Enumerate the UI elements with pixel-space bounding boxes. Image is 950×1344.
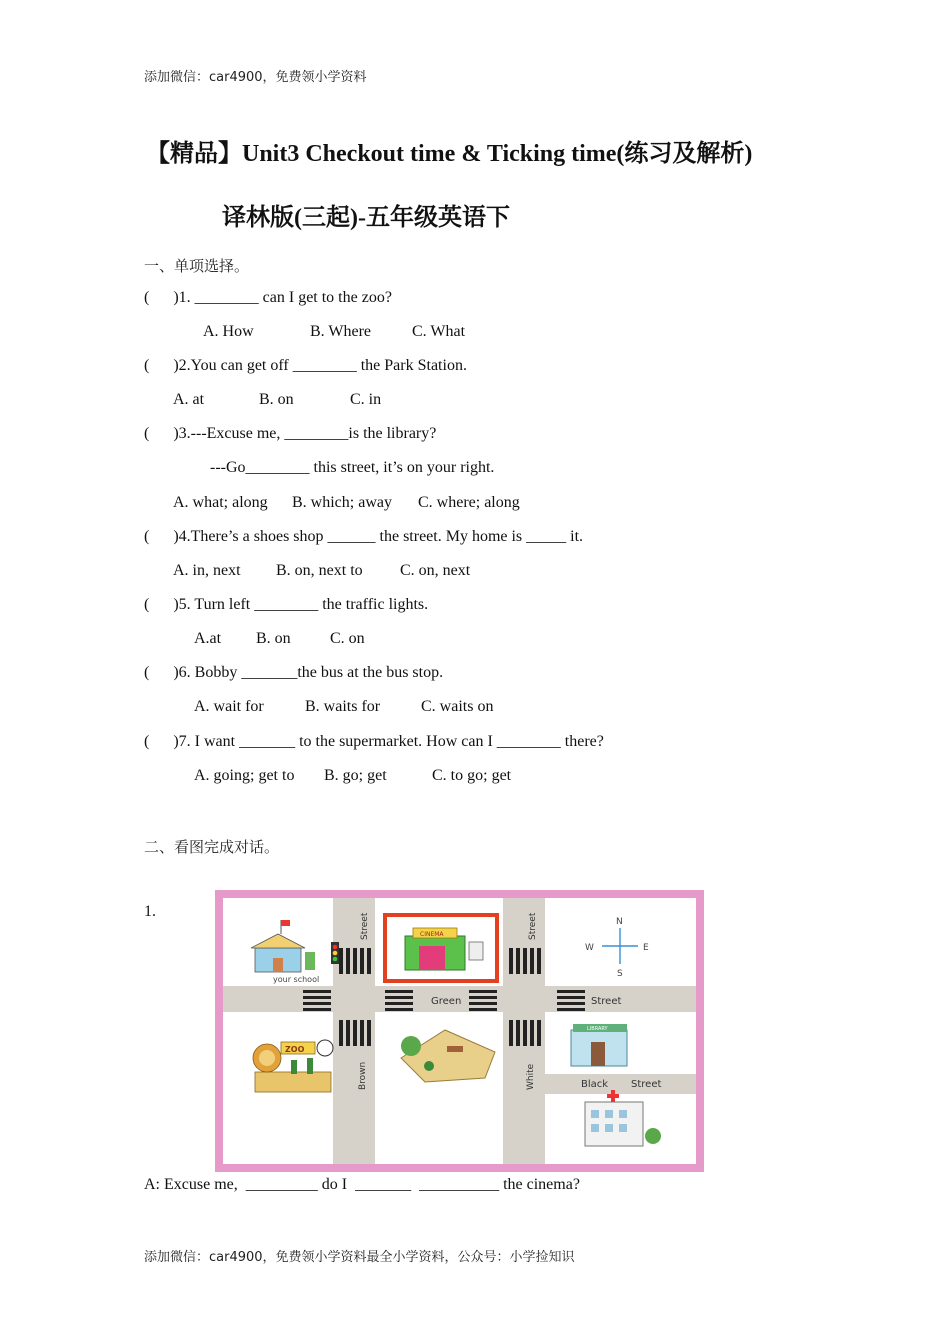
street-label-brown: Brown — [358, 1061, 368, 1090]
compass-w: W — [585, 943, 594, 953]
q4-option-c: C. on, next — [400, 562, 471, 579]
q2-option-a: A. at — [173, 391, 205, 408]
q6-option-c: C. waits on — [421, 698, 494, 715]
q5-option-a: A.at — [194, 630, 222, 647]
q7-option-c: C. to go; get — [432, 767, 512, 784]
q2-option-b: B. on — [259, 391, 294, 408]
page-footer: 添加微信：car4900，免费领小学资料最全小学资料，公众号：小学捡知识 — [144, 1250, 575, 1265]
question-3: ( )3.---Excuse me, ________is the library? — [144, 425, 437, 442]
street-label-white: White — [526, 1063, 536, 1090]
q6-option-a: A. wait for — [194, 698, 264, 715]
q2-option-c: C. in — [350, 391, 382, 408]
street-label-top-left: Street — [360, 912, 370, 940]
question-3-line-2: ---Go________ this street, it’s on your right. — [210, 459, 495, 476]
question-6: ( )6. Bobby _______the bus at the bus stop. — [144, 664, 444, 681]
section-1-heading: 一、单项选择。 — [144, 257, 250, 275]
q5-option-c: C. on — [330, 630, 365, 647]
title-line-1: 【精品】Unit3 Checkout time & Ticking time(练习及解析) — [146, 141, 753, 167]
question-2: ( )2.You can get off ________ the Park Station. — [144, 357, 467, 374]
question-1: ( )1. ________ can I get to the zoo? — [144, 289, 392, 306]
street-label-black-street: Street — [631, 1079, 662, 1090]
page-header: 添加微信：car4900，免费领小学资料 — [144, 70, 367, 85]
q4-option-a: A. in, next — [173, 562, 241, 579]
cinema-sign: CINEMA — [420, 931, 444, 938]
compass-n: N — [616, 917, 623, 927]
question-4: ( )4.There’s a shoes shop ______ the street. My home is _____ it. — [144, 528, 584, 545]
street-label-top-right: Street — [528, 912, 538, 940]
library-sign: LIBRARY — [587, 1026, 608, 1032]
street-label-green-street: Street — [591, 996, 622, 1007]
q1-option-c: C. What — [412, 323, 466, 340]
compass-e: E — [643, 943, 649, 953]
item-number: 1. — [144, 903, 156, 920]
school-caption: your school — [273, 975, 320, 984]
street-label-black: Black — [581, 1079, 609, 1090]
q3-option-b: B. which; away — [292, 494, 392, 511]
zoo-sign: ZOO — [285, 1045, 305, 1054]
question-7: ( )7. I want _______ to the supermarket. How can I ________ there? — [144, 733, 604, 750]
title-line-2: 译林版(三起)-五年级英语下 — [222, 205, 510, 231]
traffic-light-icon — [331, 942, 339, 964]
q7-option-a: A. going; get to — [194, 767, 295, 784]
q3-option-a: A. what; along — [173, 494, 268, 511]
q6-option-b: B. waits for — [305, 698, 381, 715]
q1-option-b: B. Where — [310, 323, 372, 340]
street-label-green: Green — [431, 996, 462, 1007]
q4-option-b: B. on, next to — [276, 562, 363, 579]
q7-option-b: B. go; get — [324, 767, 387, 784]
q5-option-b: B. on — [256, 630, 291, 647]
section-2-heading: 二、看图完成对话。 — [144, 838, 280, 856]
q3-option-c: C. where; along — [418, 494, 520, 511]
dialogue-line: A: Excuse me, _________ do I _______ __________ the cinema? — [144, 1176, 580, 1193]
q1-option-a: A. How — [203, 323, 254, 340]
compass-s: S — [617, 969, 623, 979]
street-map-picture — [215, 890, 704, 1172]
question-5: ( )5. Turn left ________ the traffic lights. — [144, 596, 429, 613]
